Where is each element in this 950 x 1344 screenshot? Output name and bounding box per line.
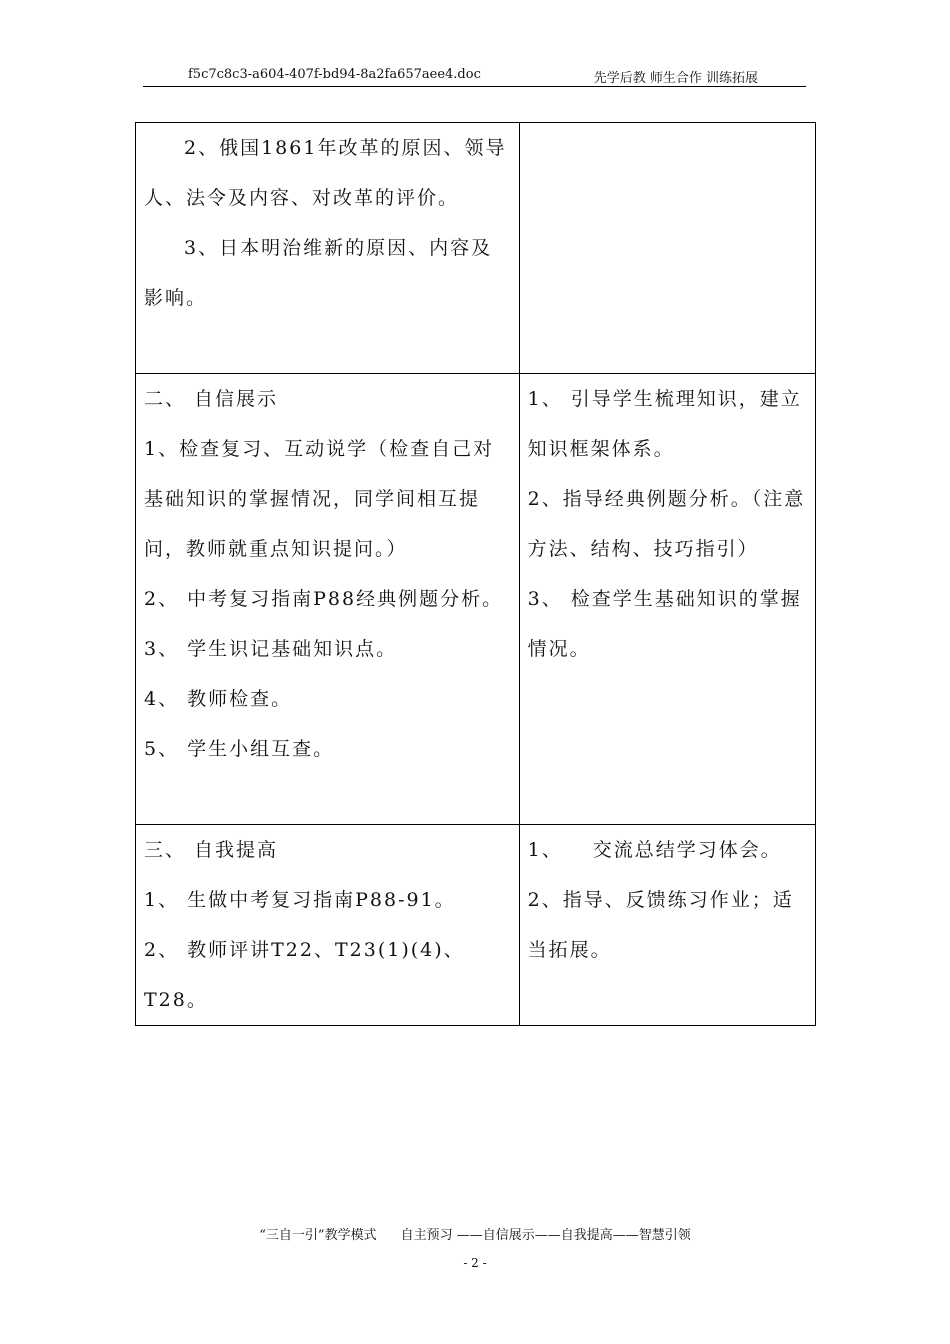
- table-row: [136, 825, 816, 1026]
- table-cell-teacher: [519, 374, 815, 825]
- paragraph: 1、 生做中考复习指南P88-91。: [144, 889, 456, 911]
- page-header: [143, 64, 806, 87]
- paragraph: 1、检查复习、互动说学（检查自己对基础知识的掌握情况，同学间相互提问，教师就重点知识提问。）: [144, 438, 495, 560]
- page-number: - 2 -: [463, 1256, 487, 1270]
- list-number: 1、: [527, 839, 563, 861]
- header-slogan: 先学后教 师生合作 训练拓展: [593, 71, 758, 86]
- header-filename: f5c7c8c3-a604-407f-bd94-8a2fa657aee4.doc: [188, 67, 481, 82]
- table-row: [136, 123, 816, 374]
- paragraph: 2、俄国1861年改革的原因、领导人、法令及内容、对改革的评价。: [144, 137, 507, 209]
- section-heading: 三、 自我提高: [144, 839, 279, 861]
- paragraph: 1、 引导学生梳理知识，建立知识框架体系。: [527, 388, 802, 460]
- paragraph: 3、日本明治维新的原因、内容及影响。: [144, 237, 493, 309]
- table-cell-content: [136, 123, 520, 374]
- footer-mode-name: “三自一引”教学模式: [259, 1228, 377, 1243]
- paragraph: 3、 检查学生基础知识的掌握情况。: [527, 588, 802, 660]
- paragraph: [528, 825, 807, 875]
- paragraph: 2、 教师评讲T22、T23(1)(4)、T28。: [144, 939, 465, 1011]
- lesson-plan-table: [135, 122, 816, 1026]
- table-cell-content: [136, 825, 520, 1026]
- table-cell-content: [136, 374, 520, 825]
- table-cell-teacher: [519, 123, 815, 374]
- paragraph: 5、 学生小组互查。: [144, 738, 335, 760]
- paragraph: 2、指导经典例题分析。（注意方法、结构、技巧指引）: [527, 488, 806, 560]
- paragraph: 2、指导、反馈练习作业；适当拓展。: [527, 889, 794, 961]
- table-cell-teacher: [519, 825, 815, 1026]
- paragraph: 4、 教师检查。: [144, 688, 293, 710]
- paragraph: 2、 中考复习指南P88经典例题分析。: [144, 588, 504, 610]
- table-row: [136, 374, 816, 825]
- footer-flow: 自主预习 ——自信展示——自我提高——智慧引领: [400, 1228, 691, 1243]
- footer-mode-line: [0, 1224, 950, 1243]
- list-text: 交流总结学习体会。: [592, 839, 782, 861]
- paragraph: 3、 学生识记基础知识点。: [144, 638, 398, 660]
- section-heading: 二、 自信展示: [144, 388, 279, 410]
